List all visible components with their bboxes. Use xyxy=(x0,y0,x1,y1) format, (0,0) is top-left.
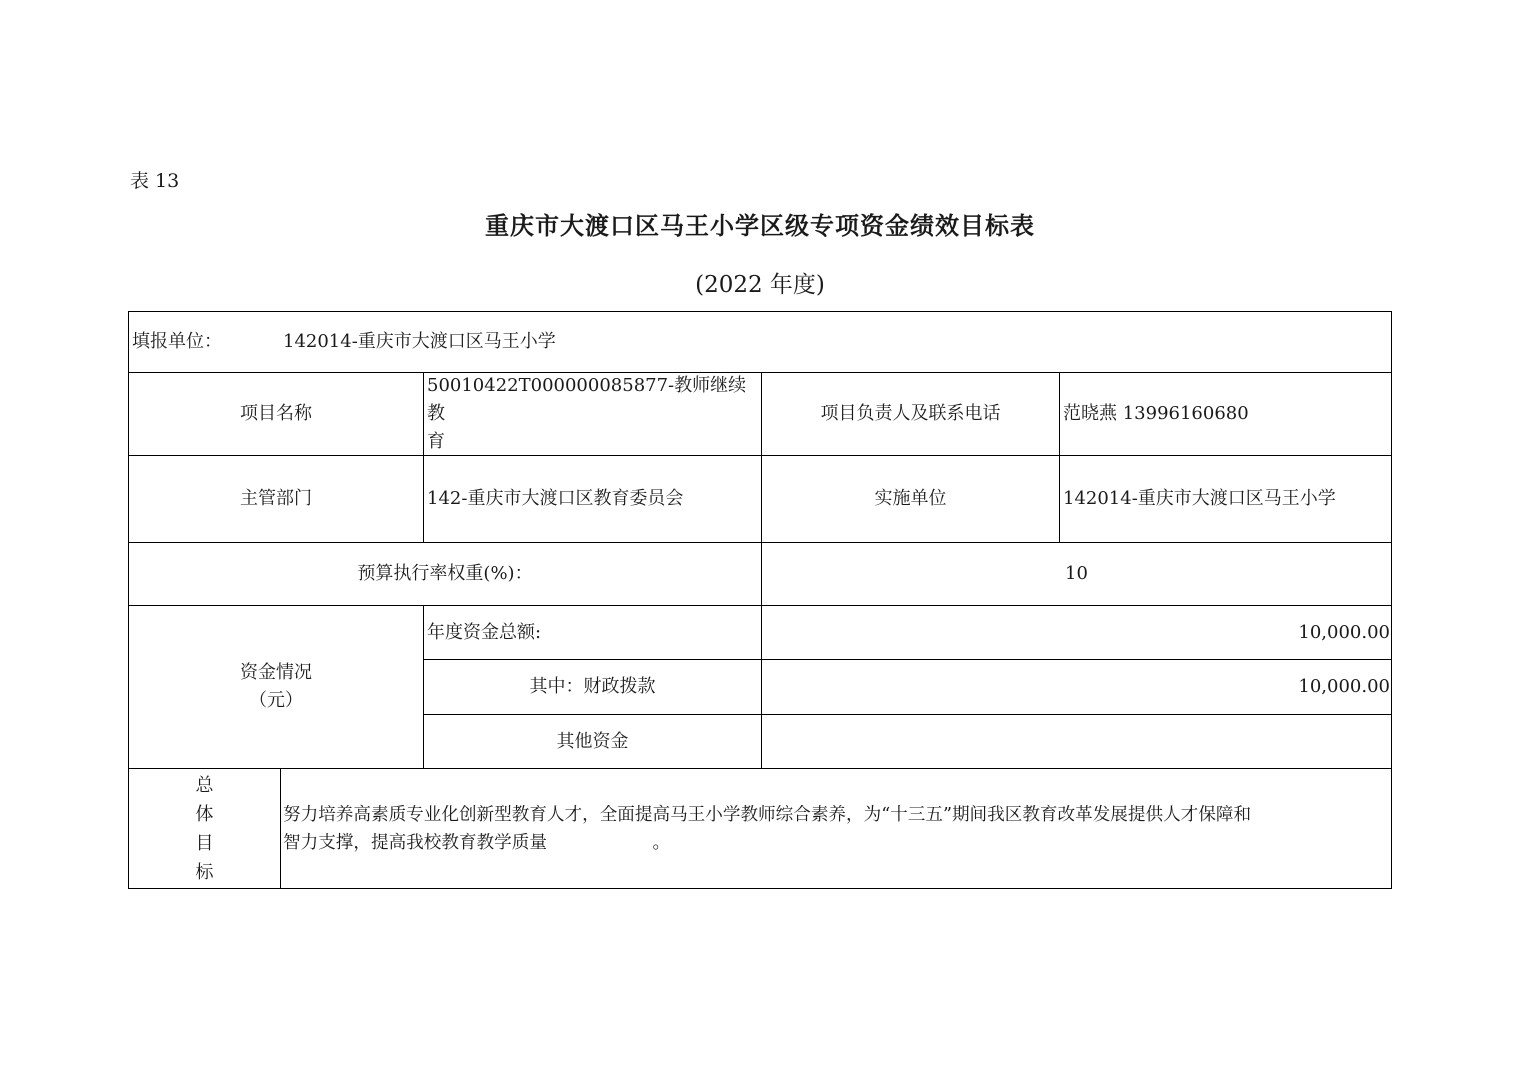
filler-unit-label: 填报单位： xyxy=(132,331,222,352)
other-funds-value xyxy=(762,715,1391,768)
project-name-label: 项目名称 xyxy=(240,403,312,424)
fiscal-allocation-label: 其中：财政拨款 xyxy=(529,676,656,697)
goal-text-line2: 智力支撑，提高我校教育教学质量 。 xyxy=(283,832,671,853)
overall-goal-label xyxy=(129,769,280,888)
filler-unit-value: 142014-重庆市大渡口区马王小学 xyxy=(283,331,556,352)
goal-label-char: 总 xyxy=(195,774,214,796)
project-name-value xyxy=(424,373,761,455)
implementing-unit-value: 142014-重庆市大渡口区马王小学 xyxy=(1063,488,1336,509)
document-year: (2022 年度) xyxy=(695,272,825,298)
budget-weight-label: 预算执行率权重(%)： xyxy=(357,563,533,584)
fiscal-allocation-value: 10,000.00 xyxy=(1298,676,1390,697)
goal-label-char: 体 xyxy=(195,803,214,825)
implementing-unit-label: 实施单位 xyxy=(874,488,947,509)
department-value: 142-重庆市大渡口区教育委员会 xyxy=(427,488,684,509)
contact-label: 项目负责人及联系电话 xyxy=(820,403,1001,424)
annual-total-label: 年度资金总额: xyxy=(427,621,542,643)
funds-label-line2: （元） xyxy=(249,690,303,711)
project-name-line1: 50010422T000000085877-教师继续教 xyxy=(427,375,747,424)
overall-goal-text xyxy=(281,769,1391,888)
funds-label xyxy=(129,606,423,768)
document-title: 重庆市大渡口区马王小学区级专项资金绩效目标表 xyxy=(485,211,1035,240)
other-funds-label: 其他资金 xyxy=(556,730,629,752)
funds-label-line1: 资金情况 xyxy=(240,662,312,683)
goal-label-char: 标 xyxy=(195,861,214,883)
goal-text-line1: 努力培养高素质专业化创新型教育人才，全面提高马王小学教师综合素养，为“十三五”期间我区教育改革发展提供人才保障和 xyxy=(283,804,1252,825)
goal-label-char: 目 xyxy=(195,832,214,854)
department-label: 主管部门 xyxy=(240,488,312,509)
contact-value: 范晓燕 13996160680 xyxy=(1063,403,1249,424)
table-number: 表 13 xyxy=(130,170,180,192)
budget-weight-value: 10 xyxy=(1065,563,1088,584)
annual-total-value: 10,000.00 xyxy=(1298,621,1390,643)
project-name-line2: 育 xyxy=(427,431,445,452)
